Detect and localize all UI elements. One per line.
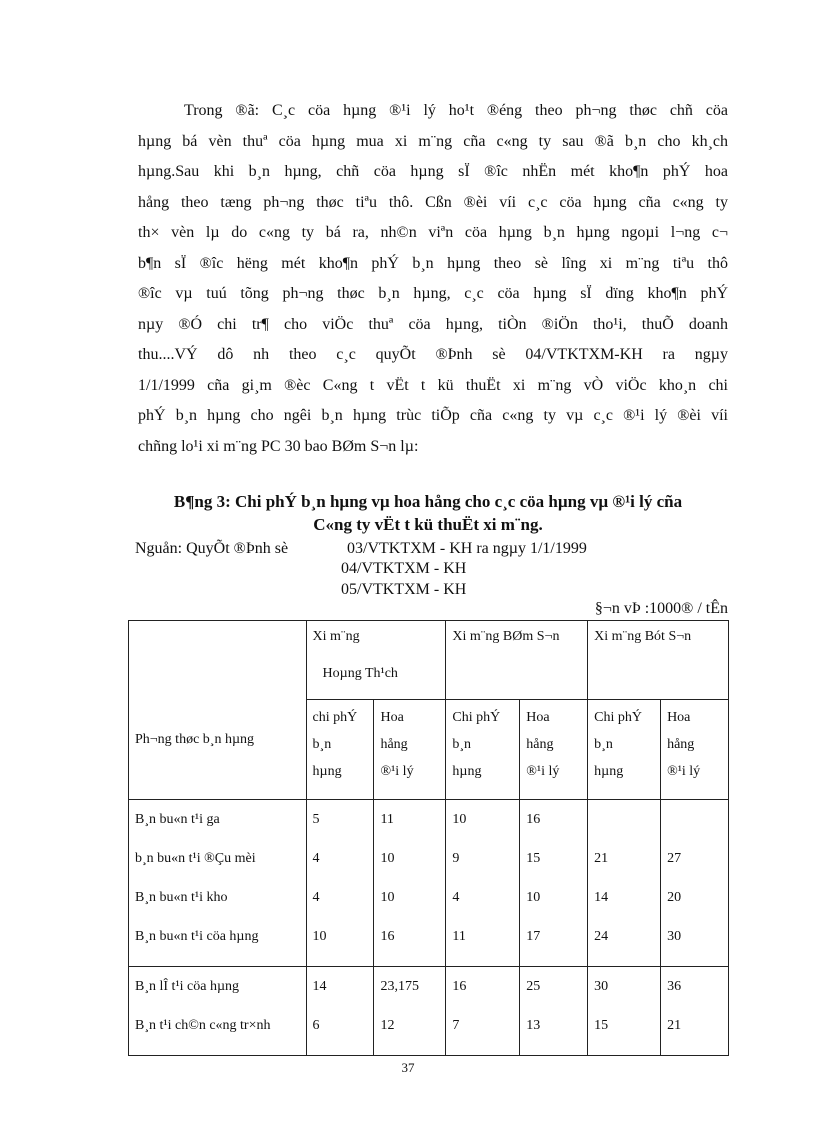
caption-line-2: C«ng ty vËt t kü thuËt xi m¨ng.: [313, 515, 543, 534]
source-label: Nguån: QuyÕt ®Þnh sè: [135, 540, 289, 557]
values-cell: 16 15 10 17: [520, 800, 588, 967]
subheader-cost: chi phÝ b¸n hµng: [306, 700, 374, 800]
values-cell: 16 7: [446, 967, 520, 1056]
paragraph-line: Trong ®ã: C¸c cöa hµng ®¹i lý ho¹t ®éng theo ph¬ng thøc chñ cöa: [184, 102, 728, 119]
source-decision-3: 05/VTKTXM - KH: [341, 581, 467, 598]
paragraph-line: 1/1/1999 cña gi¸m ®èc C«ng t vËt t kü thuËt xi m¨ng vÒ viÖc kho¸n chi: [138, 376, 728, 394]
paragraph-line: ®îc vµ tuú tõng ph¬ng thøc b¸n hµng, c¸c cöa hµng sÏ dïng kho¶n phÝ: [138, 285, 728, 302]
subheader-commission: Hoa hång ®¹i lý: [374, 700, 446, 800]
paragraph-line: hµng.Sau khi b¸n hµng, chñ cöa hµng sÏ ®îc nhËn mét kho¶n phÝ hoa: [138, 163, 728, 180]
paragraph-line: chñng lo¹i xi m¨ng PC 30 bao BØm S¬n lµ:: [138, 437, 419, 455]
table-caption: [128, 490, 728, 536]
values-cell: 14 6: [306, 967, 374, 1056]
table-body-group-a: [129, 800, 729, 967]
row-header-label: Ph¬ng thøc b¸n hµng: [135, 731, 255, 747]
group-header-but-son: Xi m¨ng Bót S¬n: [588, 621, 729, 700]
table-body-group-b: [129, 967, 729, 1056]
subheader-cost: Chi phÝ b¸n hµng: [446, 700, 520, 800]
group-header-hoang-thach: Xi m¨ng Hoµng Th¹ch: [306, 621, 446, 700]
values-cell: 27 20 30: [661, 800, 729, 967]
values-cell: 23,175 12: [374, 967, 446, 1056]
values-cell: 11 10 10 16: [374, 800, 446, 967]
source-decision-2: 04/VTKTXM - KH: [341, 560, 467, 577]
values-cell: 10 9 4 11: [446, 800, 520, 967]
method-labels-cell: B¸n lÎ t¹i cöa hµng B¸n t¹i ch©n c«ng tr×nh: [129, 967, 307, 1056]
caption-line-1: B¶ng 3: Chi phÝ b¸n hµng vµ hoa hång cho c¸c cöa hµng vµ ®¹i lý cña: [173, 492, 683, 511]
group-header-bim-son: Xi m¨ng BØm S¬n: [446, 621, 588, 700]
cost-table: [128, 620, 729, 1056]
values-cell: 25 13: [520, 967, 588, 1056]
values-cell: 36 21: [661, 967, 729, 1056]
paragraph-line: th× vèn lµ do c«ng ty bá ra, nh©n viªn cöa hµng b¸n hµng ngoµi l¬ng c¬: [138, 224, 728, 241]
values-cell: 30 15: [588, 967, 661, 1056]
values-cell: 21 14 24: [588, 800, 661, 967]
subheader-commission: Hoa hång ®¹i lý: [661, 700, 729, 800]
table-header-row: [129, 621, 729, 700]
page-number: 37: [401, 1060, 415, 1075]
paragraph-line: b¶n sÏ ®îc hëng mét kho¶n phÝ b¸n hµng theo sè lîng xi m¨ng tiªu thô: [138, 254, 728, 272]
subheader-cost: Chi phÝ b¸n hµng: [588, 700, 661, 800]
unit-label: §¬n vÞ :1000® / tÊn: [594, 600, 728, 617]
paragraph-line: hµng bá vèn thuª cöa hµng mua xi m¨ng cña c«ng ty sau ®ã b¸n cho kh¸ch: [138, 132, 728, 150]
values-cell: 5 4 4 10: [306, 800, 374, 967]
method-labels-cell: B¸n bu«n t¹i ga b¸n bu«n t¹i ®Çu mèi B¸n bu«n t¹i kho B¸n bu«n t¹i cöa hµng: [129, 800, 307, 967]
row-header-cell: [129, 621, 307, 800]
paragraph-line: phÝ b¸n hµng cho ngêi b¸n hµng trùc tiÕp cña c«ng ty vµ c¸c ®¹i lý ®èi víi: [138, 407, 728, 424]
paragraph-line: hång theo tæng ph¬ng thøc tiªu thô. Cßn ®èi víi c¸c cöa hµng cña c«ng ty: [138, 193, 728, 211]
source-decision-1: 03/VTKTXM - KH ra ngµy 1/1/1999: [347, 540, 587, 557]
paragraph-line: nµy ®Ó chi tr¶ cho viÖc thuª cöa hµng, tiÒn ®iÖn tho¹i, thuÕ doanh: [138, 315, 728, 333]
body-paragraph: [138, 96, 728, 462]
paragraph-line: thu....VÝ dô nh theo c¸c quyÕt ®Þnh sè 04/VTKTXM-KH ra ngµy: [138, 346, 728, 363]
subheader-commission: Hoa hång ®¹i lý: [520, 700, 588, 800]
